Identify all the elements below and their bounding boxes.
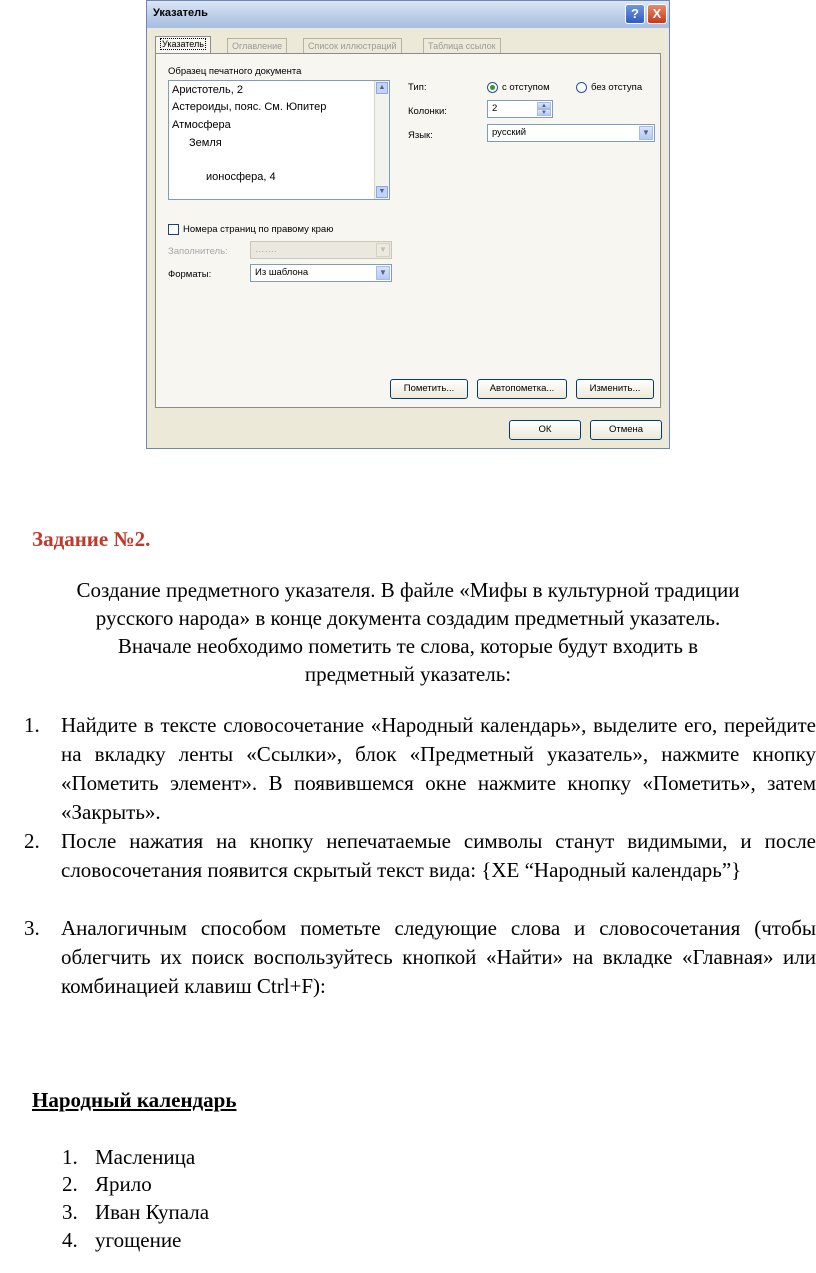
language-value: русский [492,127,527,138]
preview-scrollbar[interactable] [374,81,389,199]
preview-line: ионосфера, 4 [206,171,276,183]
list-item [62,1145,195,1170]
type-runin-radio[interactable] [576,82,587,93]
formats-select[interactable] [250,264,392,282]
chevron-down-icon: ▼ [376,243,390,257]
modify-button[interactable]: Изменить... [576,379,654,399]
tab-table-of-authorities[interactable]: Таблица ссылок [423,38,501,53]
step-number: 1. [24,713,40,737]
step-number: 2. [24,829,40,853]
scroll-up-icon[interactable]: ▲ [376,82,388,94]
scroll-down-icon[interactable]: ▼ [376,186,388,198]
list-item [62,1200,209,1225]
preview-line: Земля [189,137,222,149]
preview-line: Атмосфера [172,119,231,131]
right-align-label[interactable]: Номера страниц по правому краю [183,224,334,235]
intro-line: Вначале необходимо пометить те слова, которые будут входить в [117,634,699,658]
item-text: Ярило [95,1172,152,1196]
item-number: 1. [62,1145,78,1169]
stepper-down-icon[interactable]: ▼ [537,109,551,116]
task-title: Задание №2. [32,527,151,551]
columns-value: 2 [492,103,498,114]
chevron-down-icon: ▼ [639,126,653,140]
dialog-titlebar [147,1,669,28]
preview-label: Образец печатного документа [168,66,302,77]
leader-select[interactable] [250,241,392,259]
intro-line: предметный указатель: [304,662,512,686]
mark-entry-button[interactable]: Пометить... [390,379,468,399]
tab-table-of-figures[interactable]: Список иллюстраций [303,38,402,53]
type-indented-radio[interactable] [487,82,498,93]
formats-value: Из шаблона [255,267,309,278]
step-text: Аналогичным способом пометьте следующие слова и словосочетания (чтобы облегчить их поиск воспользуйтесь кнопкой «Найти» на вкладке «Главная» или комбинацией клавиш Ctrl+F): [61,916,816,998]
ok-button[interactable]: ОК [509,420,581,440]
list-item [62,1228,181,1253]
formats-label: Форматы: [168,269,212,280]
preview-line: Астероиды, пояс. См. Юпитер [172,101,327,113]
intro-line: русского народа» в конце документа создадим предметный указатель. [95,606,721,630]
leader-value: ……. [255,244,277,255]
index-dialog [146,0,670,449]
close-button[interactable]: X [647,4,667,24]
help-button[interactable]: ? [625,4,645,24]
dialog-title: Указатель [153,7,208,19]
right-align-checkbox[interactable] [168,224,179,235]
item-number: 4. [62,1228,78,1252]
type-indented-label[interactable]: с отступом [502,82,550,93]
item-text: Масленица [95,1145,196,1169]
preview-line: Аристотель, 2 [172,84,243,96]
columns-label: Колонки: [408,106,447,117]
type-label: Тип: [408,82,427,93]
index-tab-panel [155,53,661,408]
step-text: Найдите в тексте словосочетание «Народный календарь», выделите его, перейдите на вкладку ленты «Ссылки», блок «Предметный указатель», нажмите кнопку «Пометить элемент». В появившемся окне нажмите кнопку «Пометить», затем «Закрыть». [61,713,816,824]
columns-stepper[interactable] [487,100,553,118]
item-number: 2. [62,1172,78,1196]
intro-line: Создание предметного указателя. В файле «Мифы в культурной традиции [76,578,740,602]
language-label: Язык: [408,130,433,141]
section-heading: Народный календарь [32,1088,237,1112]
language-select[interactable] [487,124,655,142]
list-item [62,1172,152,1197]
item-text: угощение [95,1228,182,1252]
tab-index[interactable]: Указатель [155,36,211,54]
tab-table-of-contents[interactable]: Оглавление [227,38,287,53]
step-number: 3. [24,916,40,940]
print-preview-box [168,80,390,200]
radio-selected-dot [490,85,495,90]
automark-button[interactable]: Автопометка... [477,379,567,399]
stepper-up-icon[interactable]: ▲ [537,102,551,109]
cancel-button[interactable]: Отмена [590,420,662,440]
type-runin-label[interactable]: без отступа [591,82,643,93]
chevron-down-icon: ▼ [376,266,390,280]
step-text: После нажатия на кнопку непечатаемые символы станут видимыми, и после словосочетания появится скрытый текст вида: {XE “Народный календарь”} [61,829,816,882]
leader-label: Заполнитель: [168,246,228,257]
item-number: 3. [62,1200,78,1224]
item-text: Иван Купала [95,1200,210,1224]
